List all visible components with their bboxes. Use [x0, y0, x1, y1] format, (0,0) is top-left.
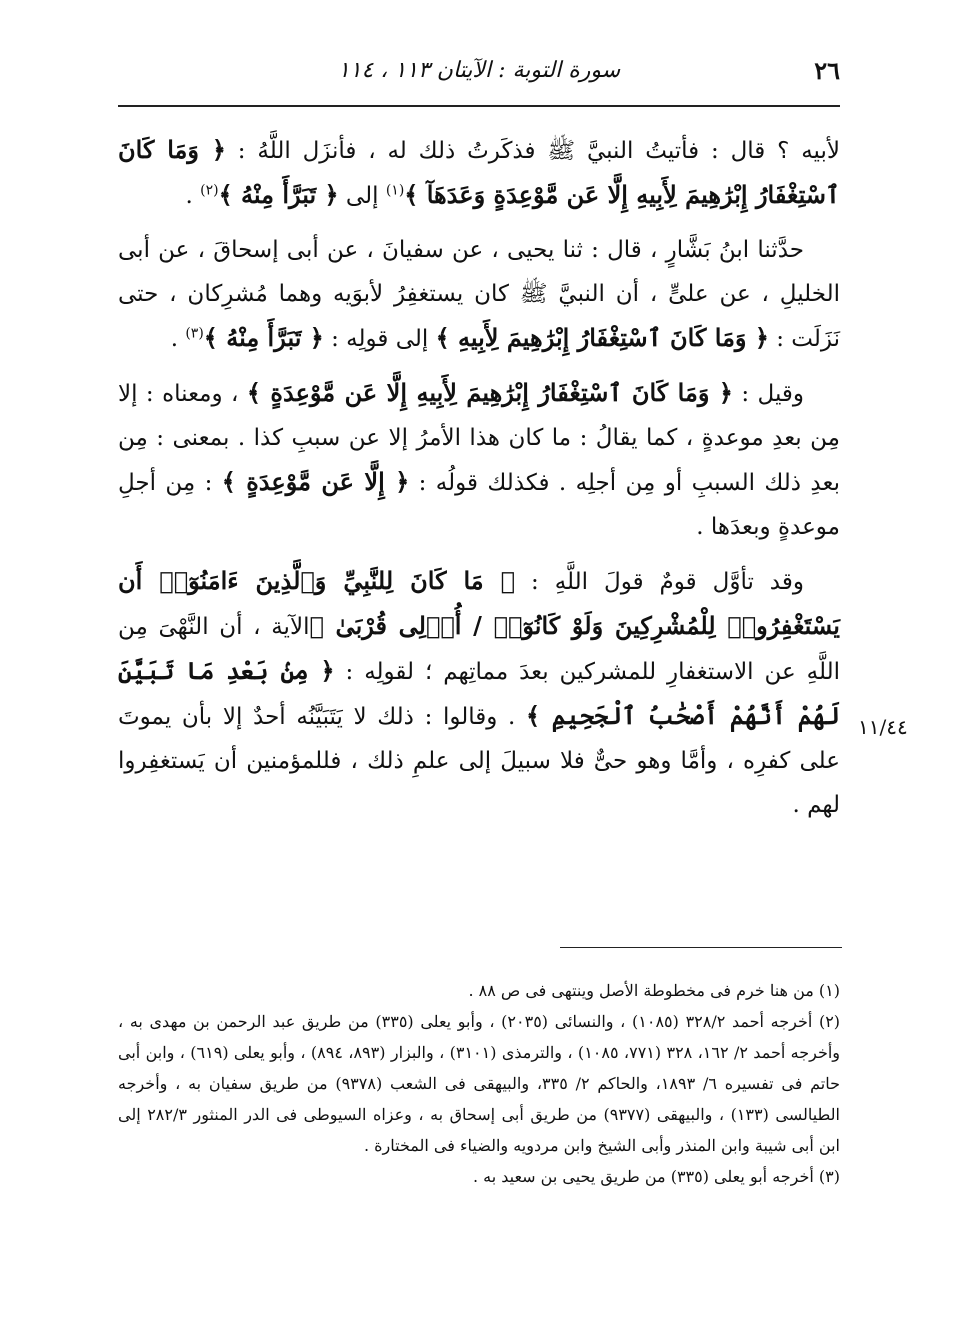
footnote-ref-3: (٣): [185, 325, 204, 342]
footnote-2: (٢) أخرجه أحمد ٣٢٨/٢ (١٠٨٥) ، والنسائى (٢٠٣٥) ، وأبو يعلى (٣٣٥) من طريق عبد الرحمن بن مهدى به ، وأخرجه أحمد ٢/ ١٦٢، ٣٢٨ (٧٧١، ١٠٨٥) ، والترمذى (٣١٠١) ، والبزار (٨٩٣، ٨٩٤) ، وأبو يعلى (٦١٩) ، وابن أبى حاتم فى تفسيره ٦/ ١٨٩٣، والحاكم ٢/ ٣٣٥، والبيهقى فى الشعب (٩٣٧٨) من طريق سفيان به ، وأخرجه الطيالسى (١٣٣) ، والبيهقى (٩٣٧٧) من طريق أبى إسحاق به ، وعزاه السيوطى فى الدر المنثور ٢٨٢/٣ إلى ابن أبى شيبة وابن المنذر وأبى الشيخ وابن مردويه والضياء فى المختارة .: [118, 1012, 841, 1155]
page-header: [118, 56, 840, 96]
main-text: [118, 128, 840, 837]
quran-verse: ﴿ وَمَا كَانَ ٱسْتِغْفَارُ إِبْرَٰهِيمَ لِأَبِيهِ إِلَّا عَن مَّوْعِدَةٍ وَعَدَهَآ ﴾: [118, 135, 840, 209]
footnote-ref-1: (١): [385, 182, 405, 199]
quran-verse: ﴿ مَا كَانَ لِلنَّبِيِّ وَٱلَّذِينَ ءَامَنُوٓا۟ أَن يَسْتَغْفِرُوا۟ لِلْمُشْرِكِينَ وَلَوْ كَانُوٓا۟ / أُو۟لِى قُرْبَىٰ ﴾: [118, 566, 840, 640]
quran-verse: ﴿ تَبَرَّأَ مِنْهُ ﴾: [218, 180, 339, 209]
footnotes: [118, 975, 840, 1192]
paragraph-1: لأبيه ؟ قال : فأتيتُ النبيَّ ﷺ فذكَرتُ ذلك له ، فأنزَل اللَّهُ : ﴿ وَمَا كَانَ ٱسْتِغْفَارُ إِبْرَٰهِيمَ لِأَبِيهِ إِلَّا عَن مَّوْعِدَةٍ وَعَدَهَآ ﴾$^{(١)}$ إلى ﴿ تَبَرَّأَ مِنْهُ ﴾$^{(٢)}$ .: [118, 135, 840, 209]
quran-verse: ﴿ مِنۢ بَعْدِ مَا تَبَيَّنَ لَهُمْ أَنَّهُمْ أَصْحَٰبُ ٱلْجَحِيمِ ﴾: [118, 656, 840, 730]
page-number: ٢٦: [814, 56, 840, 85]
footnote-ref-2: (٢): [200, 182, 219, 199]
running-title: سورة التوبة : الآيتان ١١٣ ، ١١٤: [337, 58, 621, 83]
paragraph-2: حدَّثنا ابنُ بَشَّارٍ ، قال : ثنا يحيى ، عن سفيانَ ، عن أبى إسحاقَ ، عن أبى الخليلِ ، عن علىٍّ ، أن النبيَّ ﷺ كان يستغفِرُ لأبوَيه وهما مُشرِكان ، حتى نَزَلَت : ﴿ وَمَا كَانَ ٱسْتِغْفَارُ إِبْرَٰهِيمَ لِأَبِيهِ ﴾ إلى قولِه : ﴿ تَبَرَّأَ مِنْهُ ﴾$^{(٣)}$ .: [118, 237, 840, 352]
margin-reference: ١١/٤٤: [858, 715, 908, 739]
header-divider: [118, 105, 840, 107]
paragraph-4: وقد تأوَّل قومٌ قولَ اللَّهِ : ﴿ مَا كَانَ لِلنَّبِيِّ وَٱلَّذِينَ ءَامَنُوٓا۟ أَن يَسْتَغْفِرُوا۟ لِلْمُشْرِكِينَ وَلَوْ كَانُوٓا۟ / أُو۟لِى قُرْبَىٰ ﴾الآية ، أن النَّهْىَ مِن اللَّهِ عن الاستغفارِ للمشركين بعدَ مماتِهم ؛ لقولِه : ﴿ مِنۢ بَعْدِ مَا تَبَيَّنَ لَهُمْ أَنَّهُمْ أَصْحَٰبُ ٱلْجَحِيمِ ﴾ . وقالوا : ذلك لا يَتَبَيَّنُه أحدٌ إلا بأن يموتَ على كفرِه ، وأمَّا وهو حىٌّ فلا سبيلَ إلى علمِ ذلك ، فللمؤمنين أن يَستغفِروا لهم .: [118, 566, 840, 818]
paragraph-3: وقيل : ﴿ وَمَا كَانَ ٱسْتِغْفَارُ إِبْرَٰهِيمَ لِأَبِيهِ إِلَّا عَن مَّوْعِدَةٍ ﴾ ، ومعناه : إلا مِن بعدِ موعدةٍ ، كما يقالُ : ما كان هذا الأمرُ إلا عن سببِ كذا . بمعنى : مِن بعدِ ذلك السببِ أو مِن أجلِه . فكذلك قولُه : ﴿ إِلَّا عَن مَّوْعِدَةٍ ﴾ : مِن أجلِ موعدةٍ وبعدَها .: [118, 378, 840, 540]
quran-verse: ﴿ إِلَّا عَن مَّوْعِدَةٍ ﴾: [221, 467, 410, 496]
footnote-3: (٣) أخرجه أبو يعلى (٣٣٥) من طريق يحيى بن سعيد به .: [472, 1167, 840, 1186]
quran-verse: ﴿ وَمَا كَانَ ٱسْتِغْفَارُ إِبْرَٰهِيمَ لِأَبِيهِ ﴾: [435, 323, 769, 352]
quran-verse: ﴿ تَبَرَّأَ مِنْهُ ﴾: [203, 323, 324, 352]
footnote-divider: [560, 947, 842, 948]
quran-verse: ﴿ وَمَا كَانَ ٱسْتِغْفَارُ إِبْرَٰهِيمَ لِأَبِيهِ إِلَّا عَن مَّوْعِدَةٍ ﴾: [246, 378, 733, 407]
footnote-1: (١) من هنا خرم فى مخطوطة الأصل وينتهى فى ص ٨٨ .: [468, 981, 840, 1000]
